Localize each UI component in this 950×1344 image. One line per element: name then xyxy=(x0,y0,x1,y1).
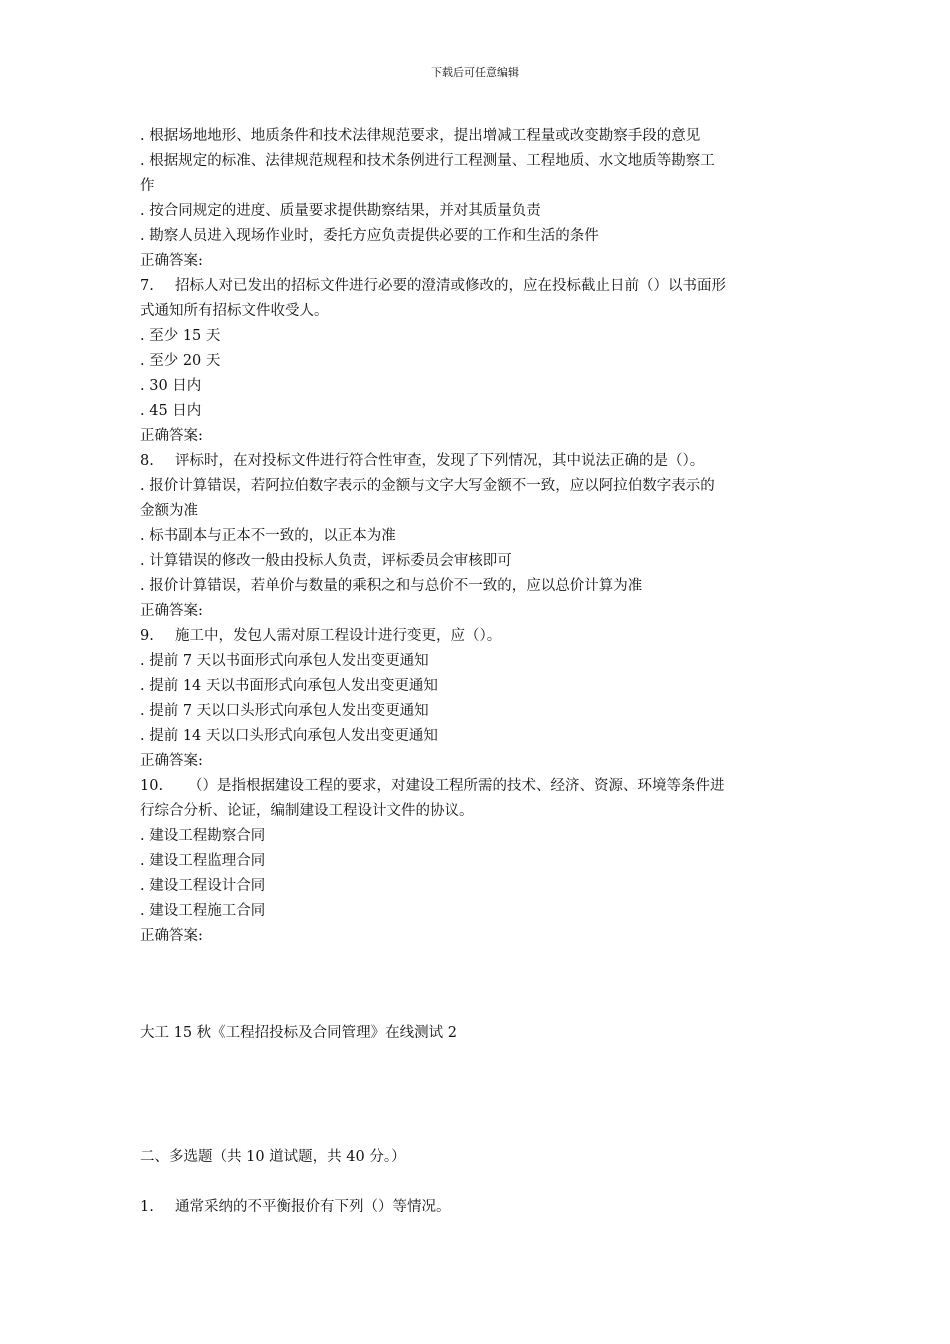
q8-answer: 正确答案: xyxy=(140,603,203,619)
question-block-main xyxy=(140,124,815,949)
q10-option-c: . 建设工程设计合同 xyxy=(140,878,266,894)
section-heading: 二、多选题（共 10 道试题，共 40 分。） xyxy=(140,1149,406,1165)
m1-stem xyxy=(140,1195,815,1220)
test-title: 大工 15 秋《工程招投标及合同管理》在线测试 2 xyxy=(140,1025,458,1041)
q6-option-d: . 勘察人员进入现场作业时，委托方应负责提供必要的工作和生活的条件 xyxy=(140,228,599,244)
q6-option-b: . 根据规定的标准、法律规范规程和技术条例进行工程测量、工程地质、水文地质等勘察工 xyxy=(140,153,715,169)
q9-option-d: . 提前 14 天以口头形式向承包人发出变更通知 xyxy=(140,728,438,744)
m1-number: 1. xyxy=(140,1199,154,1215)
q7-stem-text: 招标人对已发出的招标文件进行必要的澄清或修改的，应在投标截止日前（）以书面形 xyxy=(175,278,726,294)
q10-stem xyxy=(140,774,815,799)
q9-option-b: . 提前 14 天以书面形式向承包人发出变更通知 xyxy=(140,678,438,694)
q8-option-c: . 计算错误的修改一般由投标人负责，评标委员会审核即可 xyxy=(140,553,512,569)
q9-option-c: . 提前 7 天以口头形式向承包人发出变更通知 xyxy=(140,703,429,719)
q6-option-a: . 根据场地地形、地质条件和技术法律规范要求，提出增减工程量或改变勘察手段的意见 xyxy=(140,128,701,144)
q10-option-a: . 建设工程勘察合同 xyxy=(140,828,266,844)
q7-option-d: . 45 日内 xyxy=(140,403,202,419)
q10-option-b: . 建设工程监理合同 xyxy=(140,853,266,869)
q9-stem-text: 施工中，发包人需对原工程设计进行变更，应（）。 xyxy=(175,628,502,644)
q8-option-d: . 报价计算错误，若单价与数量的乘积之和与总价不一致的，应以总价计算为准 xyxy=(140,578,643,594)
q8-option-b: . 标书副本与正本不一致的，以正本为准 xyxy=(140,528,396,544)
q8-stem xyxy=(140,449,815,474)
q10-stem-text: （）是指根据建设工程的要求，对建设工程所需的技术、经济、资源、环境等条件进 xyxy=(188,778,725,794)
q7-option-a: . 至少 15 天 xyxy=(140,328,221,344)
m1-stem-text: 通常采纳的不平衡报价有下列（）等情况。 xyxy=(175,1199,451,1215)
q7-stem xyxy=(140,274,815,299)
q8-option-a: . 报价计算错误，若阿拉伯数字表示的金额与文字大写金额不一致，应以阿拉伯数字表示的 xyxy=(140,478,715,494)
q7-option-b: . 至少 20 天 xyxy=(140,353,221,369)
q9-option-a: . 提前 7 天以书面形式向承包人发出变更通知 xyxy=(140,653,429,669)
q6-option-b-cont: 作 xyxy=(140,178,155,194)
q7-stem-cont: 式通知所有招标文件收受人。 xyxy=(140,303,329,319)
q8-number: 8. xyxy=(140,453,154,469)
q10-number: 10. xyxy=(140,778,164,794)
q10-answer: 正确答案: xyxy=(140,928,203,944)
q9-stem xyxy=(140,624,815,649)
q7-option-c: . 30 日内 xyxy=(140,378,202,394)
q8-option-a-cont: 金额为准 xyxy=(140,503,198,519)
q6-answer: 正确答案: xyxy=(140,253,203,269)
q7-answer: 正确答案: xyxy=(140,428,203,444)
page-header: 下载后可任意编辑 xyxy=(431,66,519,79)
q6-option-c: . 按合同规定的进度、质量要求提供勘察结果，并对其质量负责 xyxy=(140,203,541,219)
q9-answer: 正确答案: xyxy=(140,753,203,769)
q10-stem-cont: 行综合分析、论证，编制建设工程设计文件的协议。 xyxy=(140,803,474,819)
q7-number: 7. xyxy=(140,278,154,294)
q8-stem-text: 评标时，在对投标文件进行符合性审查，发现了下列情况，其中说法正确的是（）。 xyxy=(175,453,705,469)
q10-option-d: . 建设工程施工合同 xyxy=(140,903,266,919)
q9-number: 9. xyxy=(140,628,154,644)
